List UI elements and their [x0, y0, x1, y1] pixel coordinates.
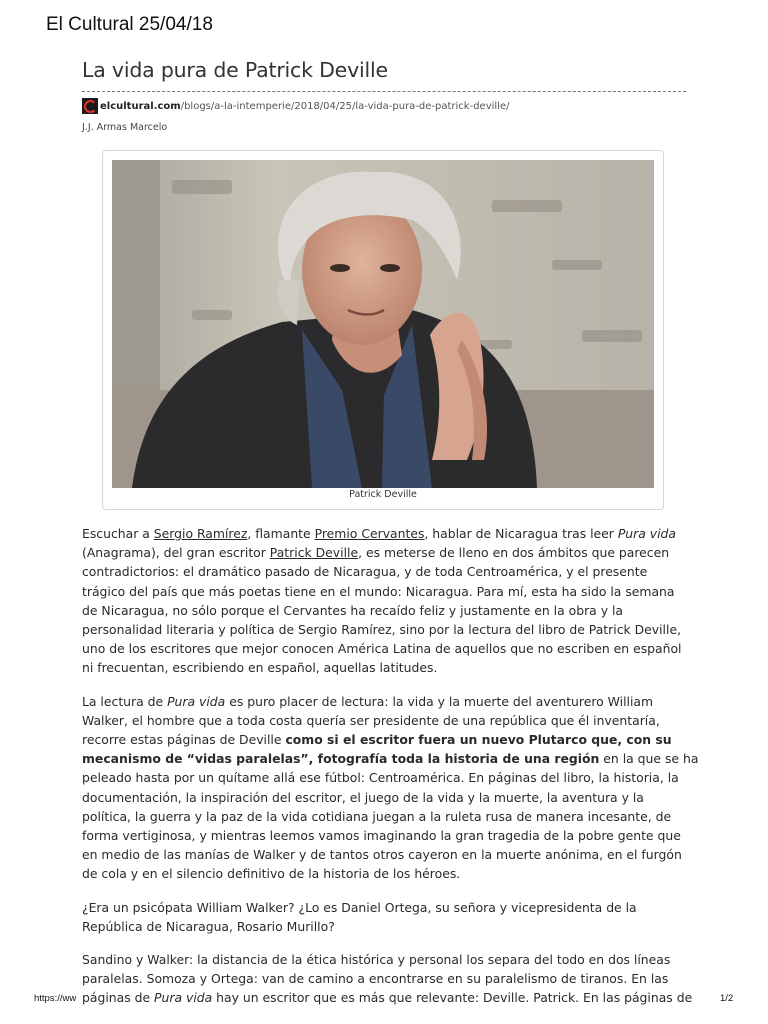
title-divider	[82, 91, 686, 92]
image-caption: Patrick Deville	[349, 489, 417, 500]
article-title: La vida pura de Patrick Deville	[82, 58, 388, 82]
link-sergio-ramirez[interactable]: Sergio Ramírez	[153, 526, 248, 541]
page-number: 1/2	[720, 993, 734, 1004]
print-footer-url: https://ww	[34, 993, 77, 1004]
elcultural-logo-icon	[82, 98, 98, 114]
paragraph-3: ¿Era un psicópata William Walker? ¿Lo es Daniel Ortega, su señora y vicepresidenta de la República de Nicaragua, Rosario Murillo?	[82, 899, 637, 934]
link-patrick-deville[interactable]: Patrick Deville	[269, 545, 359, 561]
source-link[interactable]	[82, 97, 509, 115]
article-body	[82, 524, 699, 1022]
paragraph-4: Sandino y Walker: la distancia de la ética histórica y personal los separa del todo en dos líneas paralelas. Somoza y Ortega: van de camino a encontrarse en su paralelismo de tiranos. En las páginas de Pura vida hay un escritor que es más que relevante: Deville. Patrick. En las páginas de	[82, 952, 693, 1006]
link-premio-cervantes[interactable]: Premio Cervantes	[314, 526, 425, 541]
paragraph-2: La lectura de Pura vida es puro placer de lectura: la vida y la muerte del aventurero William Walker, el hombre que a toda costa quería ser presidente de una república que él inventaría, recorre estas páginas de Deville como si el escritor fuera un nuevo Plutarco que, con su mecanismo de “vidas paralelas”, fotografía toda la historia de una región en la que se ha peleado hasta por un quítame allá ese fútbol: Centroamérica. En páginas del libro, la historia, la documentación, la inspiración del escritor, el juego de la vida y la muerte, la aventura y la política, la guerra y la paz de la vida cotidiana juegan a la ruleta rusa de manera incesante, de forma vertiginosa, y mientras leemos vamos imaginando la gran tragedia de la pobre gente que en medio de las manías de Walker y de tantos otros cayeron en la muerte anónima, en el furgón de cola y en el silencio definitivo de la historia de los héroes.	[82, 693, 699, 882]
author-byline: J.J. Armas Marcelo	[82, 122, 168, 133]
portrait-photo	[112, 160, 654, 488]
source-domain: elcultural.com	[100, 100, 181, 112]
print-header: El Cultural 25/04/18	[46, 14, 213, 35]
paragraph-1: Escuchar a Sergio Ramírez, flamante Premio Cervantes, hablar de Nicaragua tras leer Pura vida (Anagrama), del gran escritor Patrick Deville, es meterse de lleno en dos ámbitos que parecen contradictorios: el dramático pasado de Nicaragua, y de toda Centroamérica, y el presente trágico del país que más poetas tiene en el mundo: Nicaragua. Para mí, esta ha sido la semana de Nicaragua, no sólo porque el Cervantes ha recaído feliz y justamente en la obra y la personalidad literaria y política de Sergio Ramírez, sino por la lectura del libro de Patrick Deville, uno de los escritores que mejor conocen América Latina de aquellos que no escriben en español ni frecuentan, escribiendo en español, aquellas latitudes.	[82, 526, 682, 676]
source-path: /blogs/a-la-intemperie/2018/04/25/la-vida-pura-de-patrick-deville/	[180, 100, 510, 112]
